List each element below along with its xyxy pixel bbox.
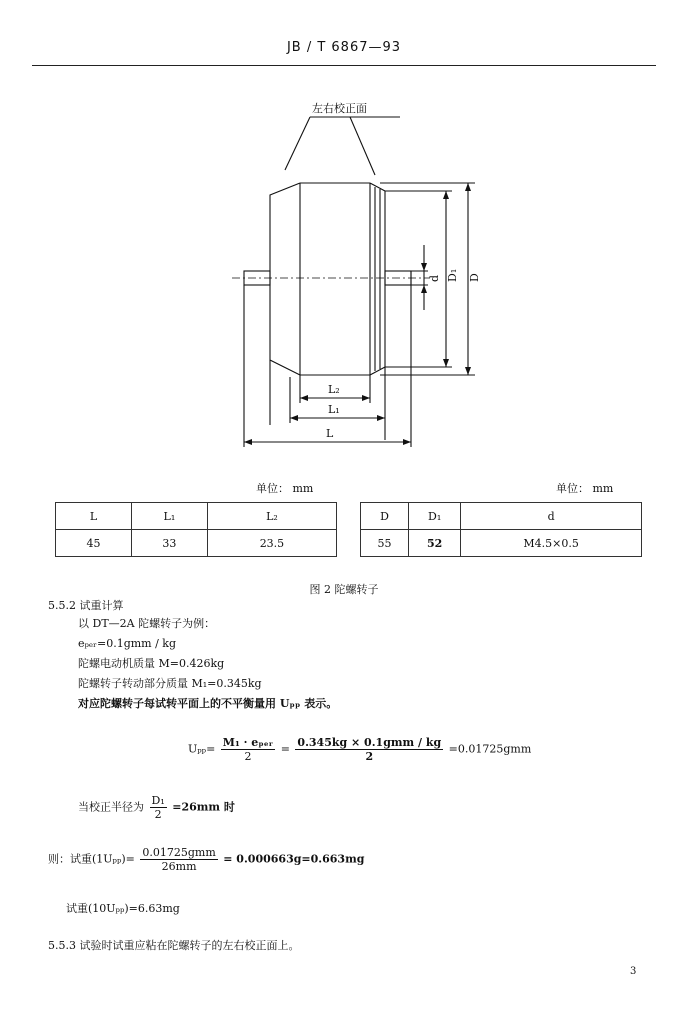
unit-right: 单位： mm (556, 482, 614, 495)
fraction-denominator: 2 (154, 808, 162, 821)
formula-result: =0.01725gmm (448, 742, 532, 756)
formula-result: = 0.000663g=0.663mg (223, 852, 365, 866)
unit-left: 单位： mm (256, 482, 314, 495)
table-value-cell: 33 (131, 530, 207, 557)
figure-caption: 图 2 陀螺转子 (309, 583, 379, 596)
formula-lhs: Uₚₚ= (188, 742, 216, 756)
label-d: d (428, 274, 441, 282)
page-number: 3 (630, 966, 637, 977)
label-L: L (326, 427, 334, 440)
fraction-denominator: 2 (244, 750, 252, 763)
fraction-numerator: M₁ · eₚₑᵣ (222, 736, 274, 749)
spec-table-left (55, 502, 337, 557)
table-header-cell: D (361, 503, 409, 530)
table-value-cell: 55 (361, 530, 409, 557)
formula-prefix: 则：试重(1Uₚₚ)= (48, 852, 135, 866)
table-value-cell: 23.5 (207, 530, 336, 557)
formula-suffix: =26mm 时 (172, 800, 235, 814)
paragraph-line: 陀螺转子转动部分质量 M₁=0.345kg (78, 677, 262, 690)
spec-table-right (360, 502, 642, 557)
formula-trial-weight (48, 846, 364, 873)
formula-radius (78, 794, 235, 821)
formula-upp (188, 736, 531, 763)
header-rule (32, 65, 656, 66)
fraction (140, 846, 217, 873)
fraction (295, 736, 443, 763)
table-header-cell: L₂ (207, 503, 336, 530)
fraction-denominator: 2 (365, 750, 374, 763)
label-D: D (468, 273, 481, 282)
fraction-numerator: 0.01725gmm (142, 846, 216, 859)
table-header-cell: L (56, 503, 132, 530)
table-value-cell: 45 (56, 530, 132, 557)
fraction-denominator: 26mm (161, 860, 197, 873)
formula-trial-weight-10: 试重(10Uₚₚ)=6.63mg (66, 902, 180, 915)
table-value-cell: M4.5×0.5 (461, 530, 642, 557)
table-header-cell: L₁ (131, 503, 207, 530)
paragraph-line: 陀螺电动机质量 M=0.426kg (78, 657, 225, 670)
formula-prefix: 当校正半径为 (78, 800, 144, 814)
fraction-numerator: 0.345kg × 0.1gmm / kg (297, 736, 442, 749)
fraction-numerator: D₁ (151, 794, 165, 807)
section-heading-552: 5.5.2 试重计算 (48, 599, 124, 612)
paragraph-line: eₚₑᵣ=0.1gmm / kg (78, 637, 177, 650)
standard-header: JB / T 6867—93 (286, 40, 402, 55)
rotor-drawing (230, 95, 490, 455)
fraction (221, 736, 275, 763)
label-L2: L₂ (328, 383, 340, 396)
table-header-cell: d (461, 503, 642, 530)
table-header-cell: D₁ (409, 503, 461, 530)
paragraph-line: 以 DT—2A 陀螺转子为例： (78, 617, 216, 630)
label-L1: L₁ (328, 403, 340, 416)
table-value-cell: 52 (409, 530, 461, 557)
paragraph-line: 对应陀螺转子每试转平面上的不平衡量用 Uₚₚ 表示。 (78, 697, 338, 710)
section-553: 5.5.3 试验时试重应粘在陀螺转子的左右校正面上。 (48, 939, 300, 952)
label-D1: D₁ (446, 268, 459, 282)
equals-sign: = (280, 742, 290, 756)
callout-label: 左右校正面 (312, 102, 367, 115)
fraction (150, 794, 167, 821)
